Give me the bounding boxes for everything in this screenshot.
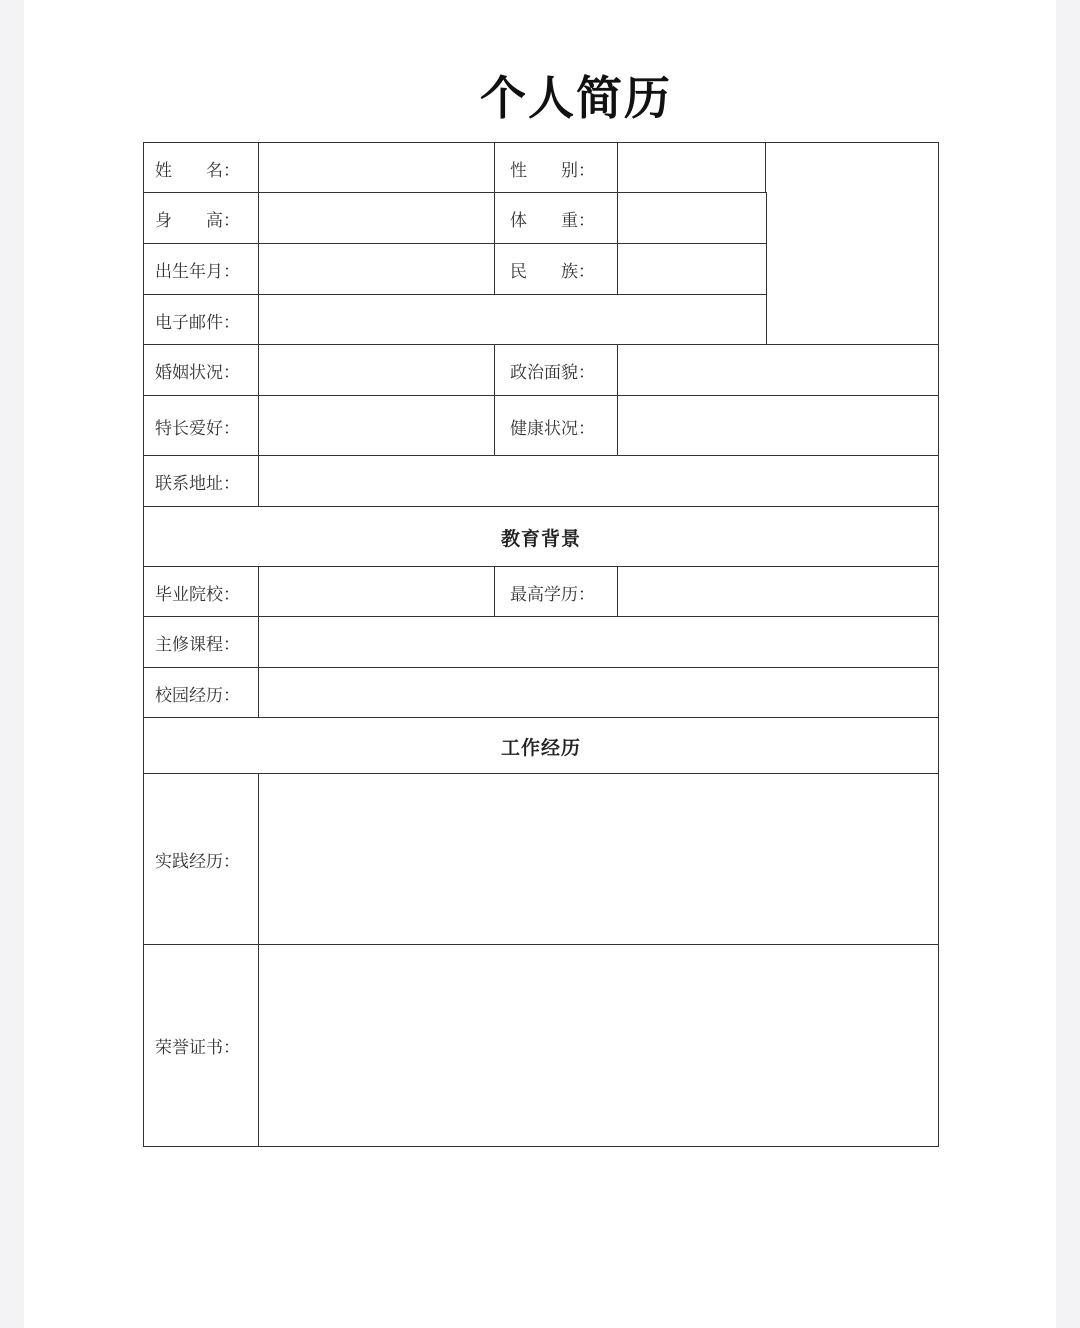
political-label: 政治面貌： — [494, 344, 619, 397]
practice-field[interactable] — [258, 773, 939, 946]
degree-label: 最高学历： — [494, 566, 619, 618]
gender-field[interactable] — [617, 142, 767, 194]
weight-label: 体 重： — [494, 192, 619, 245]
health-label: 健康状况： — [494, 395, 619, 457]
name-label: 姓 名： — [143, 142, 260, 194]
ethnicity-label: 民 族： — [494, 243, 619, 296]
health-field[interactable] — [617, 395, 939, 457]
courses-label: 主修课程： — [143, 616, 260, 669]
honors-label: 荣誉证书： — [143, 944, 260, 1147]
email-field[interactable] — [258, 294, 767, 346]
address-label: 联系地址： — [143, 455, 260, 508]
height-field[interactable] — [258, 192, 496, 245]
honors-field[interactable] — [258, 944, 939, 1147]
birth-label: 出生年月： — [143, 243, 260, 296]
marital-label: 婚姻状况： — [143, 344, 260, 397]
hobbies-field[interactable] — [258, 395, 496, 457]
hobbies-label: 特长爱好： — [143, 395, 260, 457]
photo-box[interactable] — [765, 142, 939, 346]
school-label: 毕业院校： — [143, 566, 260, 618]
email-label: 电子邮件： — [143, 294, 260, 346]
political-field[interactable] — [617, 344, 939, 397]
courses-field[interactable] — [258, 616, 939, 669]
degree-field[interactable] — [617, 566, 939, 618]
page-title: 个人简历 — [480, 71, 672, 125]
campus-label: 校园经历： — [143, 667, 260, 719]
name-field[interactable] — [258, 142, 496, 194]
gender-label: 性 别： — [494, 142, 619, 194]
height-label: 身 高： — [143, 192, 260, 245]
weight-field[interactable] — [617, 192, 767, 245]
education-section-header: 教育背景 — [143, 506, 939, 568]
campus-field[interactable] — [258, 667, 939, 719]
birth-field[interactable] — [258, 243, 496, 296]
marital-field[interactable] — [258, 344, 496, 397]
school-field[interactable] — [258, 566, 496, 618]
address-field[interactable] — [258, 455, 939, 508]
practice-label: 实践经历： — [143, 773, 260, 946]
ethnicity-field[interactable] — [617, 243, 767, 296]
work-section-header: 工作经历 — [143, 717, 939, 775]
